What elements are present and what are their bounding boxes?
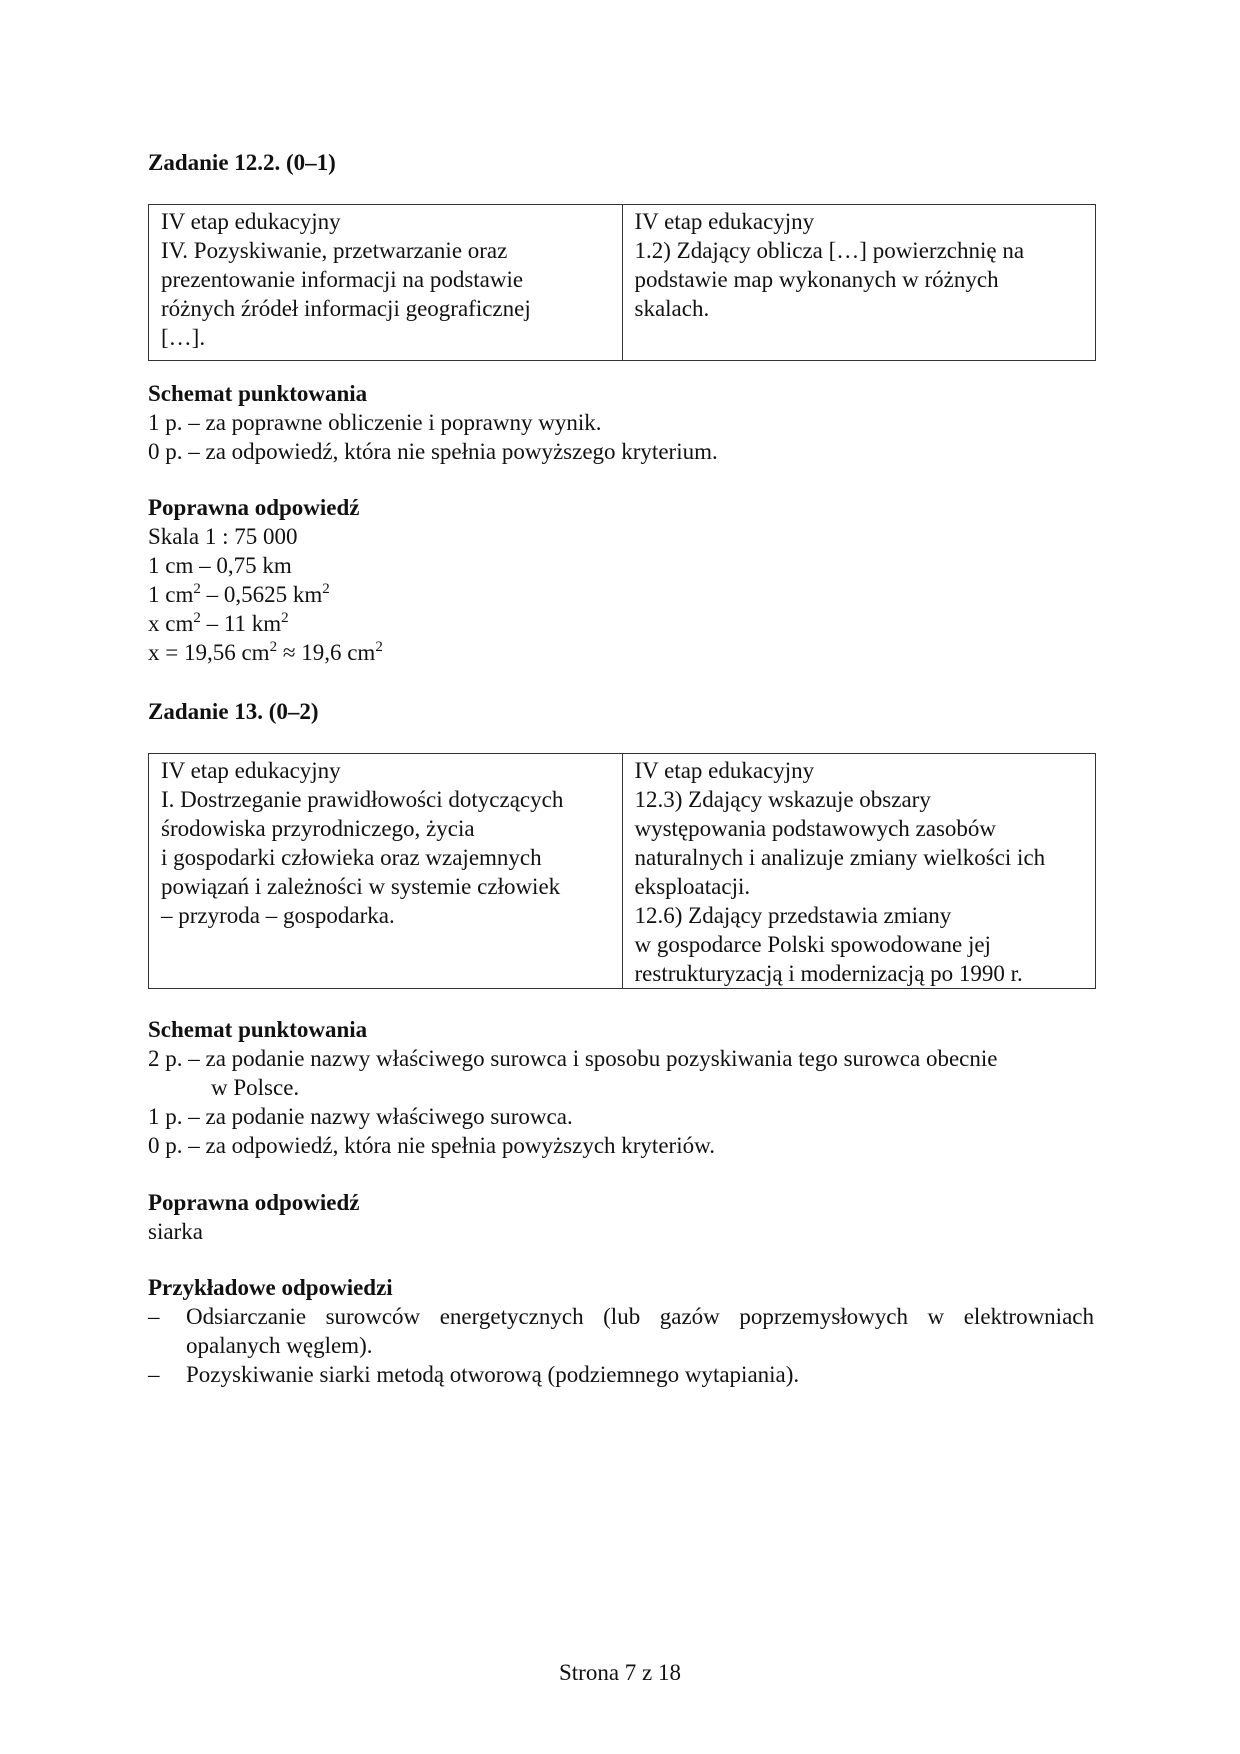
general-requirement-cell — [149, 205, 623, 361]
text-line: skalach. — [634, 296, 710, 321]
page-number: Strona 7 z 18 — [558, 1660, 681, 1685]
answer-line: x = 19,56 $cm^2 \approx 19,6$ $cm^2$ — [148, 639, 383, 665]
detailed-requirement-cell — [622, 205, 1096, 361]
dash-bullet: – — [148, 1362, 160, 1387]
answer-line: Skala 1 : 75 000 — [148, 524, 298, 549]
text-line: powiązań i zależności w systemie człowiek — [161, 874, 561, 899]
scoring-line: 1 p. – za podanie nazwy właściwego surowca. — [148, 1104, 573, 1129]
detailed-requirement-cell — [622, 754, 1096, 989]
example-answer-text: Pozyskiwanie siarki metodą otworową (podziemnego wytapiania). — [186, 1362, 800, 1387]
scoring-line: 2 p. – za podanie nazwy właściwego surowca i sposobu pozyskiwania tego surowca obecnie — [148, 1046, 998, 1071]
scoring-heading: Schemat punktowania — [148, 1017, 368, 1042]
text-line: w gospodarce Polski spowodowane jej — [634, 932, 991, 957]
text-line: I. Dostrzeganie prawidłowości dotyczących — [161, 787, 564, 812]
text-line: naturalnych i analizuje zmiany wielkości ich — [634, 845, 1046, 870]
text-line: IV etap edukacyjny — [634, 758, 815, 783]
text-line: 12.6) Zdający przedstawia zmiany — [634, 903, 952, 928]
scoring-line-continuation: w Polsce. — [211, 1075, 300, 1100]
example-answer-item — [148, 1360, 1094, 1389]
answer-heading: Poprawna odpowiedź — [148, 1190, 360, 1215]
task-13-requirements-table — [148, 753, 1096, 989]
text-line: występowania podstawowych zasobów — [634, 816, 997, 841]
text-line: restrukturyzacją i modernizacją po 1990 r. — [634, 961, 1023, 986]
answer-line: 1 $cm^2 - 0,5625$ $km^2$ — [148, 581, 330, 607]
text-line: IV etap edukacyjny — [161, 758, 341, 783]
task-12-2-answer — [148, 493, 1094, 667]
text-line: eksploatacji. — [634, 874, 751, 899]
scoring-heading: Schemat punktowania — [148, 381, 368, 406]
text-line: – przyroda – gospodarka. — [161, 903, 395, 928]
task-13-scoring — [148, 1015, 1094, 1160]
task-13-answer — [148, 1188, 1094, 1246]
example-answer-text: Odsiarczanie surowców energetycznych (lub gazów poprzemysłowych w elektrowniach opalanych węglem). — [186, 1304, 1094, 1358]
scoring-line: 0 p. – za odpowiedź, która nie spełnia powyższych kryteriów. — [148, 1133, 715, 1158]
text-line: różnych źródeł informacji geograficznej — [161, 296, 531, 321]
task-12-2-requirements-table — [148, 204, 1096, 361]
scoring-line: 0 p. – za odpowiedź, która nie spełnia powyższego kryterium. — [148, 439, 718, 464]
task-13-title: Zadanie 13. (0–2) — [148, 699, 319, 724]
text-line: IV. Pozyskiwanie, przetwarzanie oraz — [161, 238, 508, 263]
example-answer-item — [148, 1302, 1094, 1360]
text-line: […]. — [161, 325, 206, 350]
text-line: 1.2) Zdający oblicza […] powierzchnię na — [634, 238, 1025, 263]
text-line: podstawie map wykonanych w różnych — [634, 267, 999, 292]
text-line: IV etap edukacyjny — [634, 209, 815, 234]
answer-line: siarka — [148, 1219, 203, 1244]
examples-heading: Przykładowe odpowiedzi — [148, 1275, 393, 1300]
task-12-2-scoring — [148, 379, 1094, 466]
dash-bullet: – — [148, 1304, 160, 1329]
text-line: IV etap edukacyjny — [161, 209, 341, 234]
scoring-line: 1 p. – za poprawne obliczenie i poprawny wynik. — [148, 410, 602, 435]
general-requirement-cell — [149, 754, 623, 989]
text-line: 12.3) Zdający wskazuje obszary — [634, 787, 931, 812]
answer-line: 1 cm – 0,75 km — [148, 553, 292, 578]
answer-line: x $cm^2 - 11$ $km^2$ — [148, 610, 289, 636]
answer-heading: Poprawna odpowiedź — [148, 495, 360, 520]
task-13-example-answers — [148, 1273, 1094, 1389]
text-line: środowiska przyrodniczego, życia — [161, 816, 475, 841]
task-12-2-title: Zadanie 12.2. (0–1) — [148, 150, 336, 175]
text-line: prezentowanie informacji na podstawie — [161, 267, 524, 292]
text-line: i gospodarki człowieka oraz wzajemnych — [161, 845, 542, 870]
